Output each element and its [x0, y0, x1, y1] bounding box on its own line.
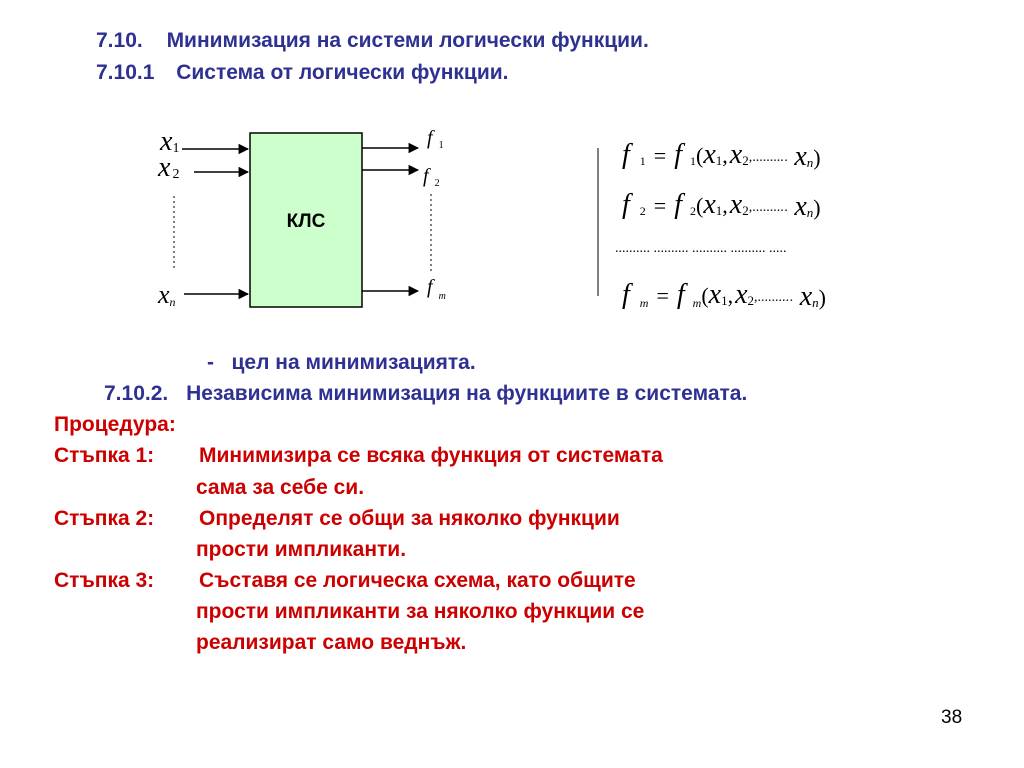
page-number: 38	[941, 707, 963, 728]
equation-row-2: f 2 = f 2(x1,x2,.........· xn)	[622, 189, 821, 222]
step-3-text-line-1: Съставя се логическа схема, като общите	[199, 569, 636, 592]
subheading-number: 7.10.1	[96, 61, 155, 84]
step-2-text-line-2: прости импликанти.	[196, 538, 407, 561]
input-label-x2: x 2	[158, 152, 180, 183]
heading-number: 7.10.	[96, 29, 143, 52]
step-1-label: Стъпка 1:	[54, 444, 155, 467]
procedure-title: Процедура:	[54, 413, 176, 436]
output-label-f1: f $_1$	[427, 127, 444, 151]
step-2-text-line-1: Определят се общи за няколко функции	[199, 507, 620, 530]
block-label: КЛС	[286, 211, 326, 232]
section-heading-7-10-2	[104, 382, 747, 406]
step-3-text-line-2: прости импликанти за няколко функции се	[196, 600, 645, 623]
subheading-text: Система от логически функции.	[176, 61, 509, 84]
step-3-text-line-3: реализират само веднъж.	[196, 631, 467, 654]
heading-text: Минимизация на системи логически функции.	[166, 29, 649, 52]
output-label-f2: f $_2$	[423, 165, 440, 189]
step-1-text-line-1: Минимизира се всяка функция от системата	[199, 444, 663, 467]
equation-row-1: f 1 = f 1(x1,x2,.........· xn)	[622, 139, 821, 172]
section-title: Независима минимизация на функциите в системата.	[186, 382, 748, 405]
step-1-text-line-2: сама за себе си.	[196, 476, 365, 499]
step-3-label: Стъпка 3:	[54, 569, 155, 592]
section-number: 7.10.2.	[104, 382, 169, 405]
minimization-goal-line: - цел на минимизацията.	[207, 351, 476, 374]
output-label-fm: f $_m$	[427, 276, 446, 302]
input-label-x1: x1	[160, 126, 180, 157]
equation-row-m: fm = f m(x1,x2,.........· xn)	[622, 279, 826, 312]
step-2-label: Стъпка 2:	[54, 507, 155, 530]
input-label-xn: xn	[158, 280, 176, 309]
equation-ellipsis-row: .......... .......... .......... .......... .....	[615, 241, 787, 256]
